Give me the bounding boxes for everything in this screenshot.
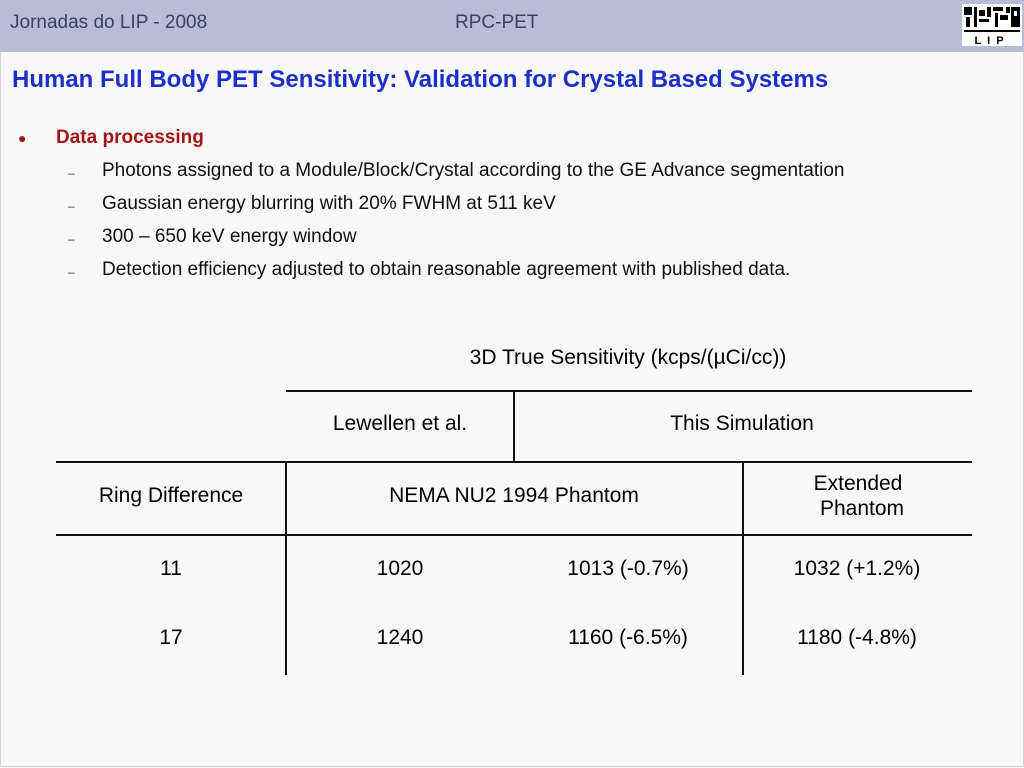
table-cell-ring: 17 [159, 626, 183, 649]
sub-bullet-text: Detection efficiency adjusted to obtain reasonable agreement with published data. [102, 259, 791, 280]
col-header-ring: Ring Difference [98, 484, 244, 507]
header-center-text: RPC-PET [455, 12, 539, 33]
dash-icon: – [68, 265, 75, 279]
header-left-text: Jornadas do LIP - 2008 [10, 12, 208, 33]
col-header-nema: NEMA NU2 1994 Phantom [389, 484, 639, 507]
table-cell-extended: 1032 (+1.2%) [793, 557, 921, 580]
sub-bullet-text: 300 – 650 keV energy window [102, 226, 357, 247]
dash-icon: – [68, 232, 75, 246]
sub-bullet-text: Photons assigned to a Module/Block/Crystal according to the GE Advance segmentation [102, 160, 845, 181]
lip-logo-icon [962, 4, 1022, 46]
slide-header [0, 0, 1024, 52]
table-cell-ring: 11 [160, 557, 182, 580]
sub-bullet-text: Gaussian energy blurring with 20% FWHM at 511 keV [102, 193, 556, 214]
table-cell-lewellen: 1240 [376, 626, 424, 649]
slide-title: Human Full Body PET Sensitivity: Validation for Crystal Based Systems [12, 66, 829, 93]
table-caption: 3D True Sensitivity (kcps/(µCi/cc)) [469, 346, 787, 369]
group-header-simulation: This Simulation [670, 412, 814, 435]
bullet-label: Data processing [56, 127, 204, 148]
svg-text:LIP: LIP [974, 35, 1010, 46]
table-cell-lewellen: 1020 [376, 557, 424, 580]
group-header-lewellen: Lewellen et al. [332, 412, 468, 435]
bullet-dot-icon: ● [18, 130, 27, 146]
col-header-extended: Extended [813, 472, 903, 495]
dash-icon: – [68, 166, 75, 180]
table-cell-extended: 1180 (-4.8%) [797, 626, 917, 649]
dash-icon: – [68, 199, 75, 213]
col-header-extended: Phantom [819, 497, 905, 520]
table-cell-sim: 1013 (-0.7%) [567, 557, 689, 580]
table-cell-sim: 1160 (-6.5%) [568, 626, 688, 649]
